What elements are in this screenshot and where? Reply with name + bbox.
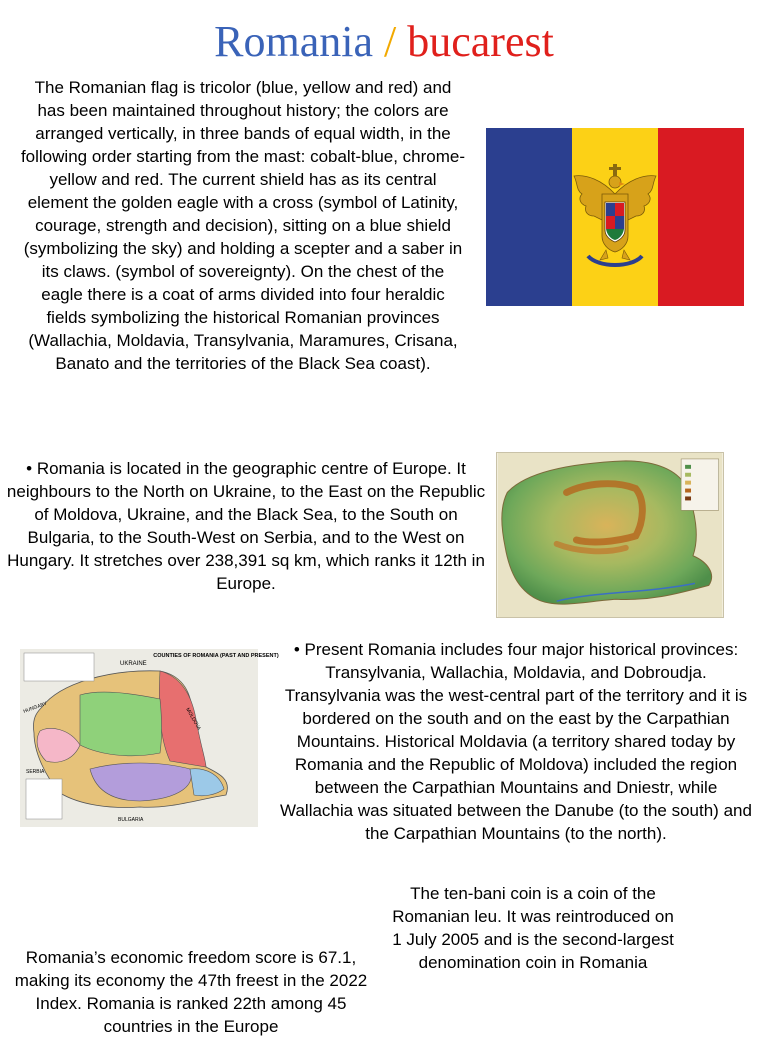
- title-city: bucarest: [407, 17, 554, 66]
- label-hungary: HUNGARY: [22, 700, 49, 715]
- label-bulgaria: BULGARIA: [118, 817, 144, 823]
- flag-band-blue: [486, 128, 572, 306]
- physical-map-of-romania: [496, 452, 724, 618]
- romanian-flag: [486, 128, 744, 306]
- label-serbia: SERBIA: [26, 769, 45, 775]
- geography-paragraph: • Romania is located in the geographic centre of Europe. It neighbours to the North on Ukraine, to the East on the Republic of Moldova, Ukraine, and the Black Sea, to the South on Bulgaria, to the South-West on Serbia, and to the West on Hungary. It stretches over 238,391 sq km, which ranks it 12th in Europe.: [6, 459, 486, 593]
- economy-paragraph: Romania’s economic freedom score is 67.1, making its economy the 47th freest in the 2022 Index. Romania is ranked 22th among 45 countries in the Europe: [14, 948, 368, 1036]
- historical-provinces-map: [20, 649, 279, 827]
- label-moldova: MOLDOVA: [184, 707, 202, 732]
- coat-of-arms-icon: [572, 160, 658, 272]
- coin-paragraph: The ten-bani coin is a coin of the Romanian leu. It was reintroduced on 1 July 2005 and is the second-largest denomination coin in Romania: [392, 884, 674, 972]
- label-ukraine: UKRAINE: [120, 661, 147, 667]
- hist-map-title: COUNTIES OF ROMANIA (PAST AND PRESENT): [153, 653, 279, 659]
- flag-band-red: [658, 128, 744, 306]
- page-title: [0, 14, 768, 70]
- provinces-paragraph: • Present Romania includes four major historical provinces: Transylvania, Wallachia, Moldavia, and Dobroudja. Transylvania was the west-central part of the territory and it is bordered on the south and on the east by the Carpathian Mountains. Historical Moldavia (a territory shared today by Romania and the Republic of Moldova) included the region between the Carpathian Mountains and Dniestr, while Wallachia was situated between the Danube (to the south) and the Carpathian Mountains (to the north).: [280, 640, 752, 843]
- title-country: Romania: [214, 17, 374, 66]
- flag-description: The Romanian flag is tricolor (blue, yellow and red) and has been maintained throughout history; the colors are arranged vertically, in three bands of equal width, in the following order starting from the mast: cobalt-blue, chrome-yellow and red. The current shield has as its central element the golden eagle with a cross (symbol of Latinity, courage, strength and decision), sitting on a blue shield (symbolizing the sky) and holding a scepter and a saber in its claws. (symbol of sovereignty). On the chest of the eagle there is a coat of arms divided into four heraldic fields symbolizing the historical Romanian provinces (Wallachia, Moldavia, Transylvania, Maramures, Crisana, Banato and the territories of the Black Sea coast).: [20, 78, 466, 373]
- title-separator: /: [373, 17, 408, 66]
- flag-band-yellow: [572, 128, 658, 306]
